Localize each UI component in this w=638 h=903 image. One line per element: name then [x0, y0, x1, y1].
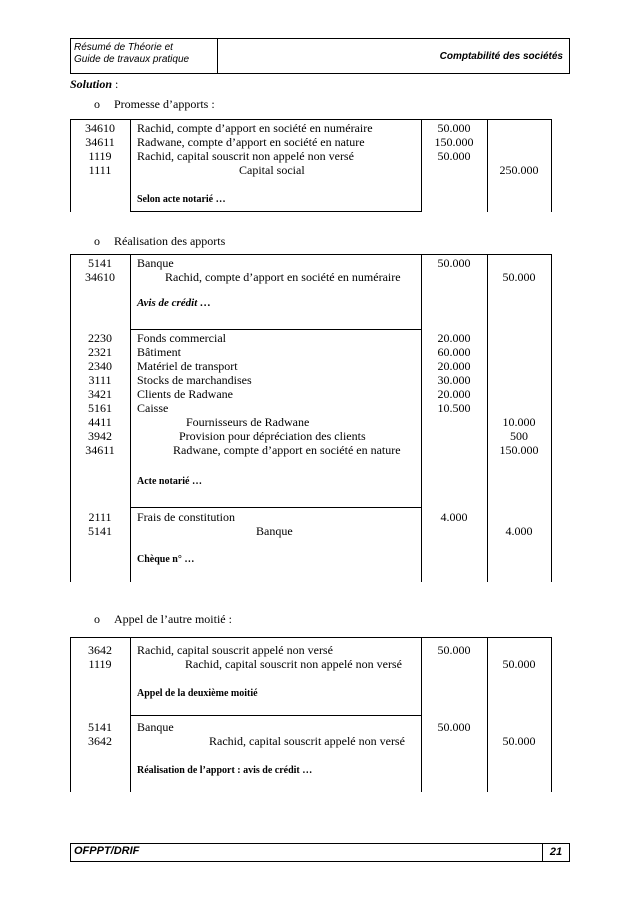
account-number: 2321	[88, 345, 112, 359]
account-label: Banque	[137, 256, 174, 270]
entry-note: Appel de la deuxième moitié	[137, 688, 258, 699]
entry-note: Acte notarié …	[137, 476, 202, 487]
solution-label: Solution	[70, 77, 113, 91]
header-line1: Résumé de Théorie et	[74, 42, 173, 53]
credit-amount: 150.000	[499, 443, 539, 457]
debit-amount: 50.000	[437, 121, 471, 135]
account-label: Rachid, capital souscrit appelé non versé	[209, 734, 405, 748]
account-number: 2111	[88, 510, 112, 524]
section-promesse	[94, 97, 215, 112]
table1-rule	[551, 119, 552, 212]
journal-entry-4-debits	[421, 510, 487, 524]
account-label: Caisse	[137, 401, 169, 415]
account-number: 1111	[88, 163, 112, 177]
page-header	[70, 38, 570, 74]
debit-amount: 50.000	[437, 643, 471, 657]
bullet-marker: o	[94, 612, 100, 626]
debit-amount: 50.000	[437, 149, 471, 163]
journal-entry-5-labels	[137, 643, 402, 671]
account-label: Rachid, compte d’apport en société en numéraire	[137, 121, 373, 135]
entry-note: Avis de crédit …	[137, 297, 212, 309]
account-label: Radwane, compte d’apport en société en nature	[137, 135, 365, 149]
account-label: Rachid, compte d’apport en société en numéraire	[165, 270, 401, 284]
journal-entry-2-accounts	[70, 256, 130, 284]
table3-top-rule	[70, 637, 551, 638]
table2-top-rule	[70, 254, 551, 255]
header-title: Comptabilité des sociétés	[439, 51, 563, 62]
account-number: 3421	[88, 387, 112, 401]
table2-rule	[421, 254, 422, 582]
credit-amount: 250.000	[499, 163, 539, 177]
account-number: 34610	[85, 270, 115, 284]
debit-amount: 50.000	[437, 720, 471, 734]
journal-entry-4-credits	[487, 524, 551, 538]
account-label: Matériel de transport	[137, 359, 238, 373]
entry-note: Réalisation de l’apport : avis de crédit …	[137, 765, 313, 776]
debit-amount: 30.000	[437, 373, 471, 387]
journal-entry-4-accounts	[70, 510, 130, 538]
debit-amount: 60.000	[437, 345, 471, 359]
journal-entry-2-debits	[421, 256, 487, 270]
page-number: 21	[542, 844, 569, 861]
entry-note: Chèque n° …	[137, 554, 195, 565]
account-label: Bâtiment	[137, 345, 181, 359]
journal-entry-3-labels	[137, 331, 401, 457]
header-left-box	[71, 39, 218, 73]
account-label: Fonds commercial	[137, 331, 226, 345]
section-title: Réalisation des apports	[114, 234, 226, 248]
account-number: 5141	[88, 256, 112, 270]
debit-amount: 150.000	[434, 135, 474, 149]
journal-entry-3-credits	[487, 415, 551, 457]
account-label: Capital social	[239, 163, 305, 177]
table2-rule	[130, 254, 131, 582]
entry-separator	[130, 211, 421, 212]
journal-entry-6-accounts	[70, 720, 130, 748]
solution-heading	[70, 77, 118, 92]
section-appel	[94, 612, 232, 627]
account-number: 2230	[88, 331, 112, 345]
journal-entry-1-accounts	[70, 121, 130, 177]
debit-amount: 50.000	[437, 256, 471, 270]
account-number: 34611	[85, 443, 115, 457]
account-number: 3642	[88, 643, 112, 657]
account-number: 3642	[88, 734, 112, 748]
section-realisation	[94, 234, 225, 249]
journal-entry-6-labels	[137, 720, 405, 748]
account-label: Radwane, compte d’apport en société en nature	[173, 443, 401, 457]
account-number: 3942	[88, 429, 112, 443]
account-number: 3111	[88, 373, 112, 387]
account-label: Rachid, capital souscrit non appelé non versé	[185, 657, 402, 671]
footer-org: OFPPT/DRIF	[74, 845, 140, 857]
journal-entry-3-accounts	[70, 331, 130, 457]
account-label: Banque	[256, 524, 293, 538]
account-label: Banque	[137, 720, 174, 734]
debit-amount: 20.000	[437, 359, 471, 373]
table1-rule	[130, 119, 131, 212]
page-footer	[70, 843, 570, 862]
entry-separator	[130, 507, 421, 508]
account-label: Stocks de marchandises	[137, 373, 252, 387]
entry-note: Selon acte notarié …	[137, 194, 226, 205]
credit-amount: 10.000	[502, 415, 536, 429]
entry-separator	[130, 715, 421, 716]
account-label: Frais de constitution	[137, 510, 235, 524]
account-label: Rachid, capital souscrit appelé non versé	[137, 643, 333, 657]
account-label: Provision pour dépréciation des clients	[179, 429, 366, 443]
journal-entry-5-debits	[421, 643, 487, 657]
journal-entry-6-debits	[421, 720, 487, 734]
journal-entry-5-credits	[487, 657, 551, 671]
journal-entry-4-labels	[137, 510, 293, 538]
journal-entry-6-credits	[487, 734, 551, 748]
bullet-marker: o	[94, 97, 100, 111]
account-number: 1119	[88, 149, 112, 163]
journal-entry-2-credits	[487, 270, 551, 284]
solution-colon: :	[112, 77, 119, 91]
debit-amount: 20.000	[437, 331, 471, 345]
credit-amount: 50.000	[502, 734, 536, 748]
account-number: 5141	[88, 720, 112, 734]
table2-rule	[551, 254, 552, 582]
entry-separator	[130, 329, 421, 330]
account-label: Rachid, capital souscrit non appelé non versé	[137, 149, 354, 163]
account-label: Clients de Radwane	[137, 387, 233, 401]
table3-rule	[551, 637, 552, 792]
account-number: 5161	[88, 401, 112, 415]
bullet-marker: o	[94, 234, 100, 248]
header-line2: Guide de travaux pratique	[74, 54, 190, 65]
account-number: 34611	[85, 135, 115, 149]
journal-entry-1-debits	[421, 121, 487, 163]
debit-amount: 20.000	[437, 387, 471, 401]
section-title: Appel de l’autre moitié :	[114, 612, 232, 626]
journal-entry-5-accounts	[70, 643, 130, 671]
section-title: Promesse d’apports :	[114, 97, 215, 111]
credit-amount: 50.000	[502, 270, 536, 284]
account-number: 5141	[88, 524, 112, 538]
journal-entry-2-labels	[137, 256, 401, 284]
credit-amount: 4.000	[505, 524, 533, 538]
journal-entry-1-labels	[137, 121, 373, 177]
table3-rule	[421, 637, 422, 792]
credit-amount: 500	[510, 429, 528, 443]
journal-entry-3-debits	[421, 331, 487, 415]
account-number: 1119	[88, 657, 112, 671]
debit-amount: 4.000	[440, 510, 468, 524]
account-number: 2340	[88, 359, 112, 373]
table1-top-rule	[70, 119, 551, 120]
journal-entry-1-credits	[487, 163, 551, 177]
account-label: Fournisseurs de Radwane	[186, 415, 310, 429]
debit-amount: 10.500	[437, 401, 471, 415]
account-number: 4411	[88, 415, 112, 429]
credit-amount: 50.000	[502, 657, 536, 671]
account-number: 34610	[85, 121, 115, 135]
